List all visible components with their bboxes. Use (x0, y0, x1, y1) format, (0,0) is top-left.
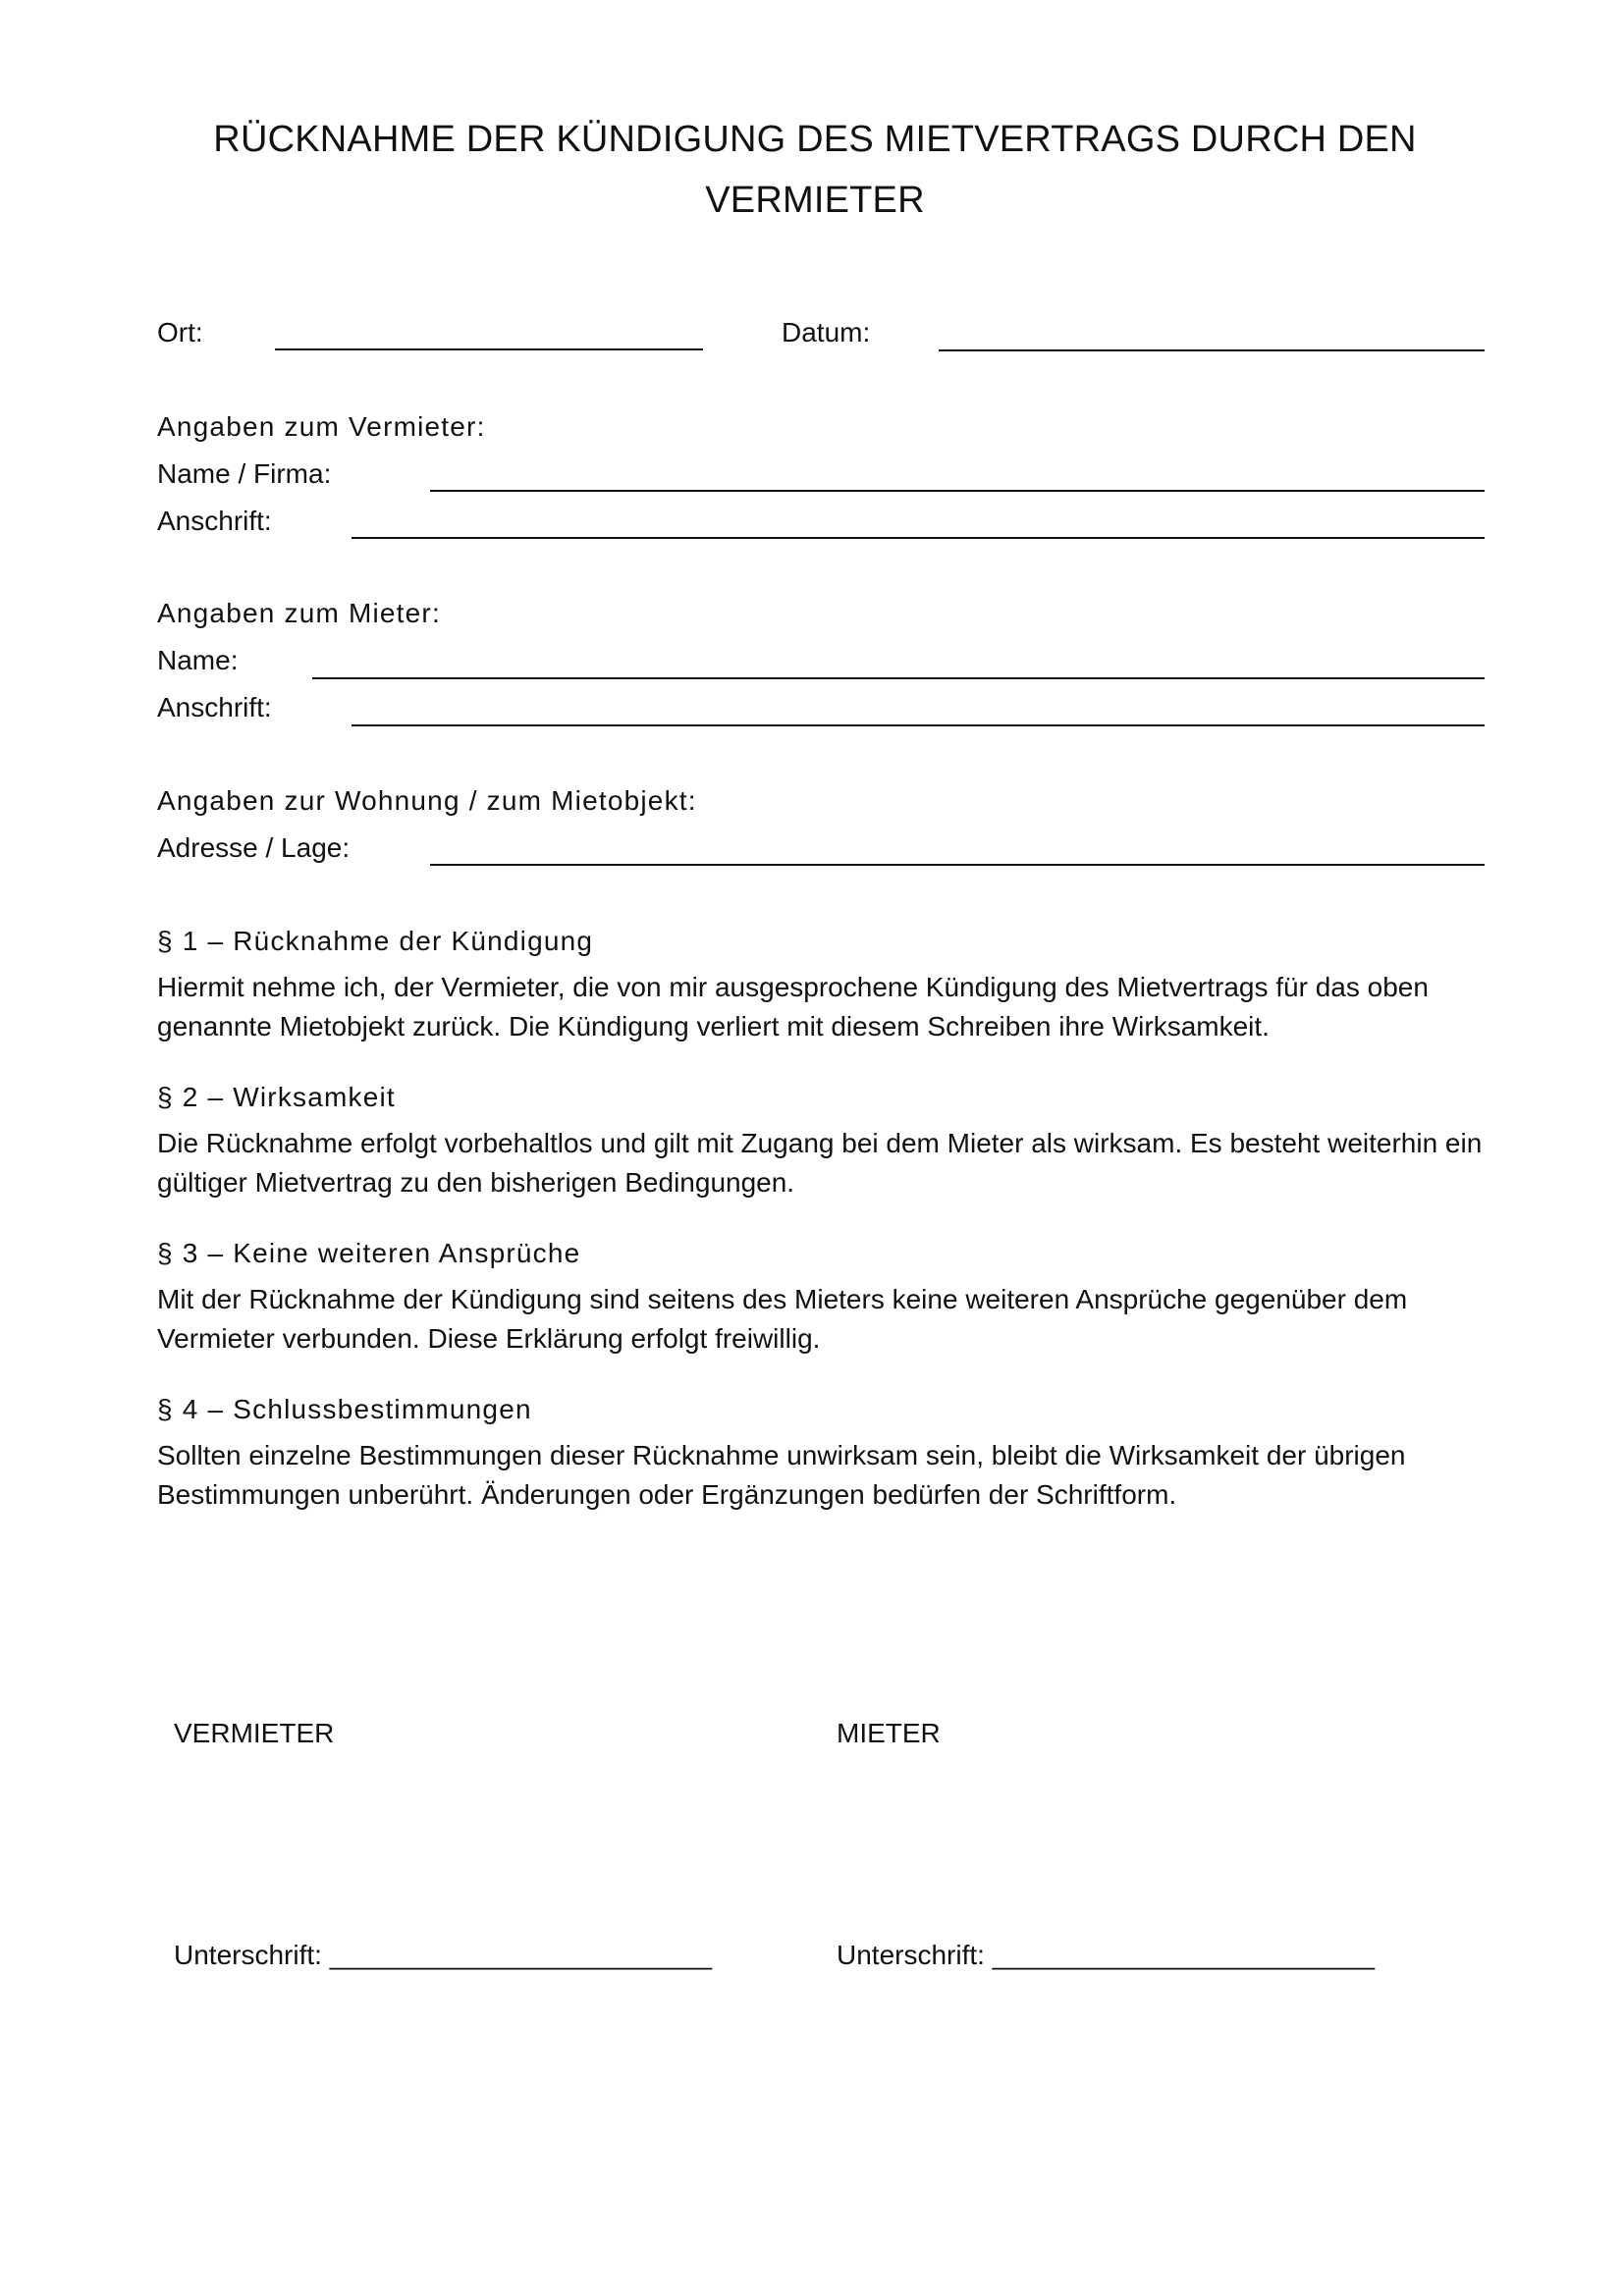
signature-vermieter-label: VERMIETER (174, 1718, 335, 1748)
document-title-line-1: RÜCKNAHME DER KÜNDIGUNG DES MIETVERTRAGS DURCH DEN (213, 119, 1417, 160)
signature-vermieter-line[interactable]: Unterschrift: _________________________ (174, 1940, 713, 1970)
vermieter-anschrift-field-line[interactable] (352, 537, 1485, 539)
mieter-anschrift-field-line[interactable] (352, 724, 1485, 726)
mieter-name-label: Name: (157, 645, 239, 675)
document-title-line-2: VERMIETER (705, 180, 925, 221)
wohnung-adresse-field-line[interactable] (430, 864, 1485, 866)
section-1-heading: § 1 – Rücknahme der Kündigung (157, 926, 594, 956)
section-4-heading: § 4 – Schlussbestimmungen (157, 1394, 532, 1424)
vermieter-name-field-line[interactable] (430, 490, 1485, 492)
mieter-name-field-line[interactable] (312, 677, 1485, 679)
section-2-heading: § 2 – Wirksamkeit (157, 1082, 396, 1112)
vermieter-heading: Angaben zum Vermieter: (157, 411, 486, 442)
signature-mieter-line[interactable]: Unterschrift: _________________________ (837, 1940, 1376, 1970)
vermieter-name-label: Name / Firma: (157, 458, 332, 489)
wohnung-adresse-label: Adresse / Lage: (157, 832, 351, 863)
vermieter-anschrift-label: Anschrift: (157, 506, 272, 536)
datum-label: Datum: (782, 317, 871, 347)
ort-label: Ort: (157, 317, 203, 347)
ort-field-line[interactable] (275, 348, 703, 350)
signature-mieter-label: MIETER (837, 1718, 941, 1748)
datum-field-line[interactable] (939, 349, 1485, 351)
mieter-anschrift-label: Anschrift: (157, 692, 272, 722)
section-1-body: Hiermit nehme ich, der Vermieter, die von mir ausgesprochene Kündigung des Mietvertrags für das oben genannte Mietobjekt zurück. Die Kündigung verliert mit diesem Schreiben ihre Wirksamkeit. (157, 972, 1429, 1041)
section-3-body: Mit der Rücknahme der Kündigung sind seitens des Mieters keine weiteren Ansprüche gegenüber dem Vermieter verbunden. Diese Erklärung erfolgt freiwillig. (157, 1284, 1408, 1354)
section-3-heading: § 3 – Keine weiteren Ansprüche (157, 1238, 581, 1268)
mieter-heading: Angaben zum Mieter: (157, 598, 441, 628)
section-2-body: Die Rücknahme erfolgt vorbehaltlos und gilt mit Zugang bei dem Mieter als wirksam. Es besteht weiterhin ein gültiger Mietvertrag zu den bisherigen Bedingungen. (157, 1128, 1483, 1198)
section-4-body: Sollten einzelne Bestimmungen dieser Rücknahme unwirksam sein, bleibt die Wirksamkeit der übrigen Bestimmungen unberührt. Änderungen oder Ergänzungen bedürfen der Schriftform. (157, 1440, 1406, 1510)
wohnung-heading: Angaben zur Wohnung / zum Mietobjekt: (157, 785, 697, 816)
